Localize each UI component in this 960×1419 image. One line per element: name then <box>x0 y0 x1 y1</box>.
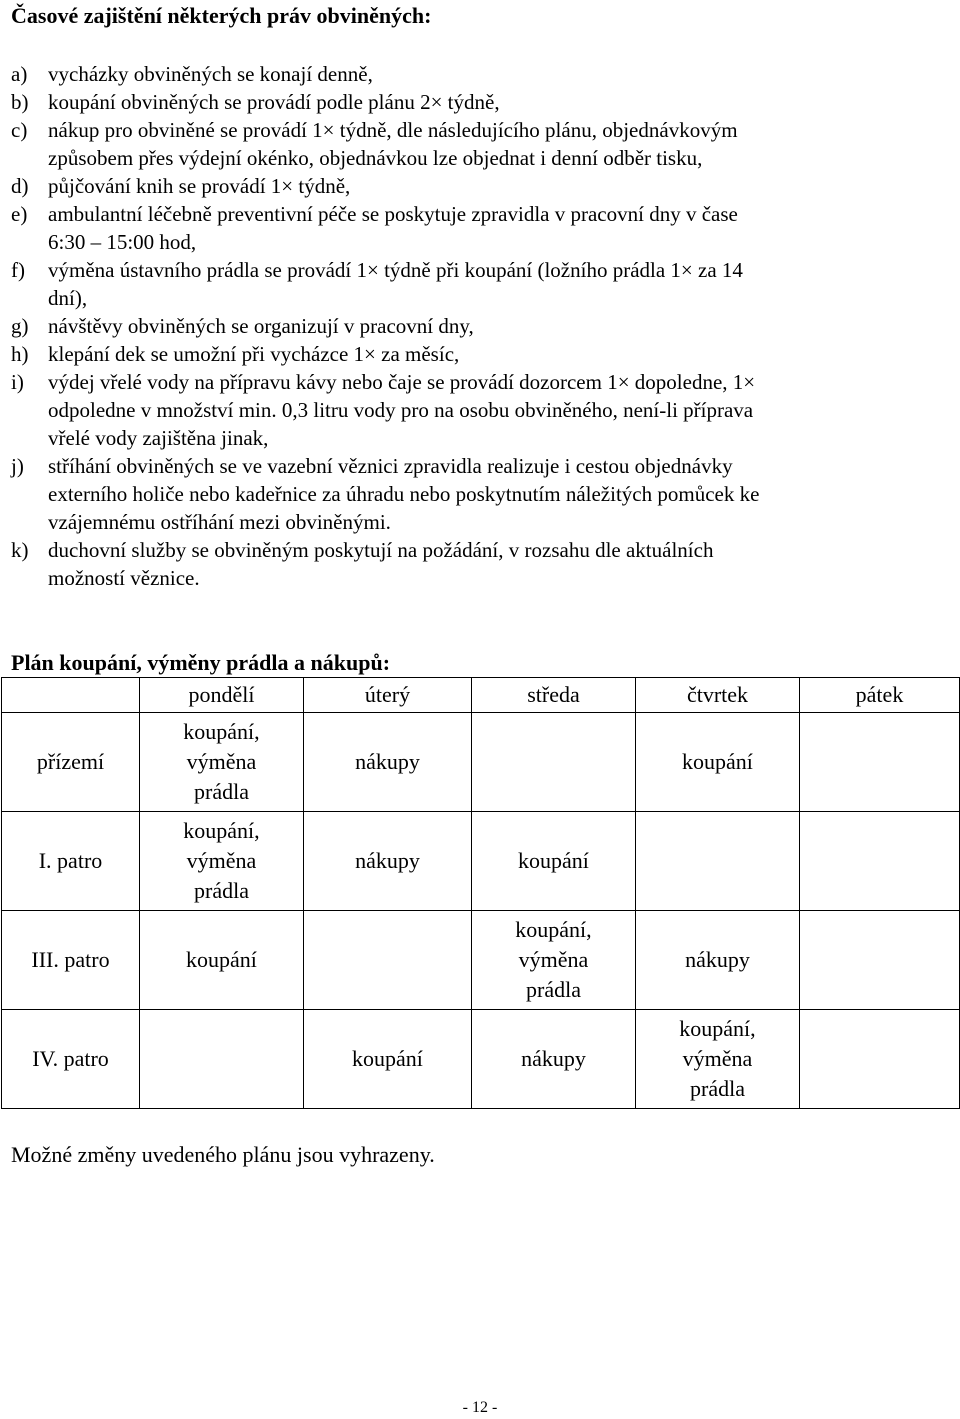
schedule-entry: výměna <box>186 848 257 874</box>
schedule-cell <box>636 911 800 1010</box>
schedule-cell <box>800 911 960 1010</box>
list-item-marker: i) <box>11 370 24 394</box>
list-item-marker: c) <box>11 118 28 142</box>
list-item-line: klepání dek se umožní při vycházce 1× za měsíc, <box>48 342 460 366</box>
schedule-cell <box>140 812 304 911</box>
schedule-cell <box>472 812 636 911</box>
schedule-cell <box>800 812 960 911</box>
schedule-entry: koupání <box>682 749 753 775</box>
schedule-cell <box>140 911 304 1010</box>
list-item-marker: d) <box>11 174 29 198</box>
schedule-entry: prádla <box>690 1076 745 1102</box>
footer-note: Možné změny uvedeného plánu jsou vyhrazeny. <box>11 1142 435 1167</box>
schedule-entry: výměna <box>682 1046 753 1072</box>
section-heading: Časové zajištění některých práv obviněných: <box>11 3 432 28</box>
schedule-entry: koupání, <box>183 719 260 745</box>
schedule-entry: prádla <box>194 779 249 805</box>
list-item-line: 6:30 – 15:00 hod, <box>48 230 197 254</box>
schedule-cell <box>304 911 472 1010</box>
schedule-entry: prádla <box>194 878 249 904</box>
list-item-line: vycházky obviněných se konají denně, <box>48 62 373 86</box>
list-item-marker: b) <box>11 90 29 114</box>
schedule-cell <box>800 713 960 812</box>
schedule-cell <box>140 713 304 812</box>
page-number: - 12 - <box>462 1399 498 1416</box>
schedule-cell <box>472 713 636 812</box>
list-item-marker: j) <box>11 454 24 478</box>
day-header: pondělí <box>140 678 304 713</box>
list-item-line: duchovní služby se obviněným poskytují na požádání, v rozsahu dle aktuálních <box>48 538 714 562</box>
table-row <box>2 713 960 812</box>
schedule-cell <box>472 911 636 1010</box>
schedule-cell <box>636 1010 800 1109</box>
floor-label: IV. patro <box>2 1010 140 1109</box>
floor-label: III. patro <box>2 911 140 1010</box>
day-header: úterý <box>304 678 472 713</box>
schedule-entry: koupání <box>186 947 257 973</box>
list-item-line: možností věznice. <box>48 566 200 590</box>
table-row <box>2 812 960 911</box>
list-item-marker: k) <box>11 538 29 562</box>
table-row <box>2 1010 960 1109</box>
list-item-marker: f) <box>11 258 25 282</box>
schedule-entry: prádla <box>526 977 581 1003</box>
schedule-cell <box>636 713 800 812</box>
list-item-line: způsobem přes výdejní okénko, objednávkou lze objednat i denní odběr tisku, <box>48 146 703 170</box>
schedule-table <box>1 677 960 1109</box>
schedule-entry: výměna <box>518 947 589 973</box>
schedule-entry: výměna <box>186 749 257 775</box>
day-header: čtvrtek <box>636 678 800 713</box>
list-item-marker: a) <box>11 62 28 86</box>
list-item-line: výdej vřelé vody na přípravu kávy nebo čaje se provádí dozorcem 1× dopoledne, 1× <box>48 370 756 394</box>
list-item-line: vřelé vody zajištěna jinak, <box>48 426 269 450</box>
schedule-cell <box>304 713 472 812</box>
floor-label: přízemí <box>2 713 140 812</box>
schedule-entry: nákupy <box>685 947 750 973</box>
day-header: pátek <box>800 678 960 713</box>
schedule-entry: nákupy <box>355 848 420 874</box>
list-item-line: stříhání obviněných se ve vazební věznici zpravidla realizuje i cestou objednávky <box>48 454 733 478</box>
list-item-line: nákup pro obviněné se provádí 1× týdně, dle následujícího plánu, objednávkovým <box>48 118 738 142</box>
table-corner-cell <box>2 678 140 713</box>
list-item-line: odpoledne v množství min. 0,3 litru vody pro na osobu obviněného, není-li příprava <box>48 398 754 422</box>
table-row <box>2 911 960 1010</box>
schedule-cell <box>304 812 472 911</box>
schedule-entry: koupání, <box>515 917 592 943</box>
schedule-entry: koupání, <box>183 818 260 844</box>
schedule-cell <box>304 1010 472 1109</box>
list-item-line: dní), <box>48 286 88 310</box>
schedule-cell <box>140 1010 304 1109</box>
schedule-cell <box>636 812 800 911</box>
list-item-marker: e) <box>11 202 28 226</box>
schedule-cell <box>472 1010 636 1109</box>
day-header: středa <box>472 678 636 713</box>
schedule-entry: koupání, <box>679 1016 756 1042</box>
schedule-cell <box>800 1010 960 1109</box>
floor-label: I. patro <box>2 812 140 911</box>
plan-title: Plán koupání, výměny prádla a nákupů: <box>11 650 391 675</box>
table-header-row <box>2 678 960 713</box>
schedule-entry: nákupy <box>521 1046 586 1072</box>
schedule-entry: nákupy <box>355 749 420 775</box>
schedule-entry: koupání <box>352 1046 423 1072</box>
schedule-entry: koupání <box>518 848 589 874</box>
list-item-line: externího holiče nebo kadeřnice za úhradu nebo poskytnutím náležitých pomůcek ke <box>48 482 760 506</box>
list-item-marker: g) <box>11 314 29 338</box>
list-item-line: vzájemnému ostříhání mezi obviněnými. <box>48 510 391 534</box>
list-item-marker: h) <box>11 342 29 366</box>
list-item-line: koupání obviněných se provádí podle plánu 2× týdně, <box>48 90 500 114</box>
list-item-line: půjčování knih se provádí 1× týdně, <box>48 174 351 198</box>
list-item-line: návštěvy obviněných se organizují v pracovní dny, <box>48 314 474 338</box>
list-item-line: ambulantní léčebně preventivní péče se poskytuje zpravidla v pracovní dny v čase <box>48 202 738 226</box>
list-item-line: výměna ústavního prádla se provádí 1× týdně při koupání (ložního prádla 1× za 14 <box>48 258 743 282</box>
